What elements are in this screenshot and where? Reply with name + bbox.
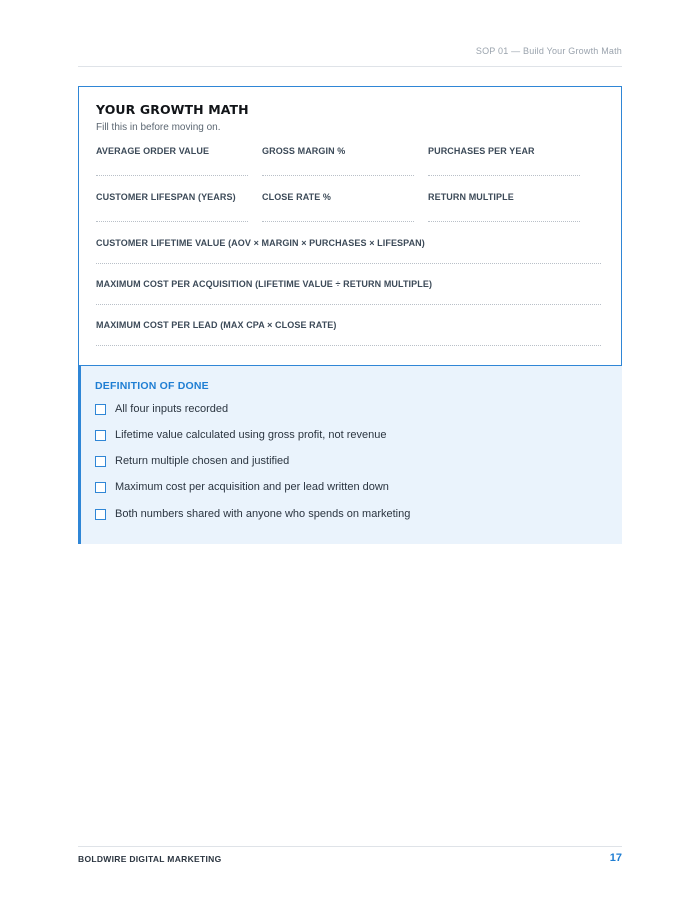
field-close-rate[interactable] [262,192,414,226]
checklist-item[interactable] [95,402,228,416]
field-label: CUSTOMER LIFESPAN (YEARS) [96,192,236,202]
field-gross-margin[interactable] [262,146,414,180]
worksheet-title: YOUR GROWTH MATH [96,102,249,117]
checklist-item-label: Lifetime value calculated using gross profit, not revenue [115,429,387,441]
checkbox[interactable] [95,456,106,467]
field-max-cost-per-lead[interactable] [96,320,601,350]
fill-in-line[interactable] [262,175,414,176]
field-label: CUSTOMER LIFETIME VALUE (AOV × MARGIN × PURCHASES × LIFESPAN) [96,238,425,248]
fill-in-line[interactable] [428,221,580,222]
field-label: MAXIMUM COST PER LEAD (MAX CPA × CLOSE RATE) [96,320,337,330]
footer-brand: BOLDWIRE DIGITAL MARKETING [78,854,222,864]
definition-of-done-panel [78,366,622,544]
checkbox[interactable] [95,430,106,441]
checklist-item-label: Both numbers shared with anyone who spends on marketing [115,508,411,520]
growth-math-worksheet [78,86,622,366]
checkbox[interactable] [95,509,106,520]
checkbox[interactable] [95,482,106,493]
page-number: 17 [609,852,622,864]
fill-in-line[interactable] [96,304,601,305]
field-label: PURCHASES PER YEAR [428,146,535,156]
checklist-item[interactable] [95,480,389,494]
checkbox[interactable] [95,404,106,415]
fill-in-line[interactable] [96,221,248,222]
field-return-multiple[interactable] [428,192,580,226]
checklist-item[interactable] [95,454,289,468]
field-label: CLOSE RATE % [262,192,332,202]
running-header: SOP 01 — Build Your Growth Math [78,46,622,67]
field-label: GROSS MARGIN % [262,146,346,156]
checklist-item-label: All four inputs recorded [115,403,229,415]
field-label: AVERAGE ORDER VALUE [96,146,210,156]
field-label: RETURN MULTIPLE [428,192,514,202]
field-customer-lifetime-value[interactable] [96,238,601,268]
checklist-item[interactable] [95,428,387,442]
fill-in-line[interactable] [96,263,601,264]
checklist-item-label: Maximum cost per acquisition and per lead written down [115,481,389,493]
fill-in-line[interactable] [428,175,580,176]
checklist-item[interactable] [95,507,410,521]
field-purchases-per-year[interactable] [428,146,580,180]
field-max-cost-per-acquisition[interactable] [96,279,601,309]
field-label: MAXIMUM COST PER ACQUISITION (LIFETIME VALUE ÷ RETURN MULTIPLE) [96,279,433,289]
worksheet-instructions: Fill this in before moving on. [96,122,221,133]
fill-in-line[interactable] [96,345,601,346]
fill-in-line[interactable] [262,221,414,222]
checklist-item-label: Return multiple chosen and justified [115,455,290,467]
definition-of-done-title: DEFINITION OF DONE [95,380,209,392]
field-average-order-value[interactable] [96,146,248,180]
footer-divider [78,846,622,847]
field-customer-lifespan[interactable] [96,192,248,226]
fill-in-line[interactable] [96,175,248,176]
